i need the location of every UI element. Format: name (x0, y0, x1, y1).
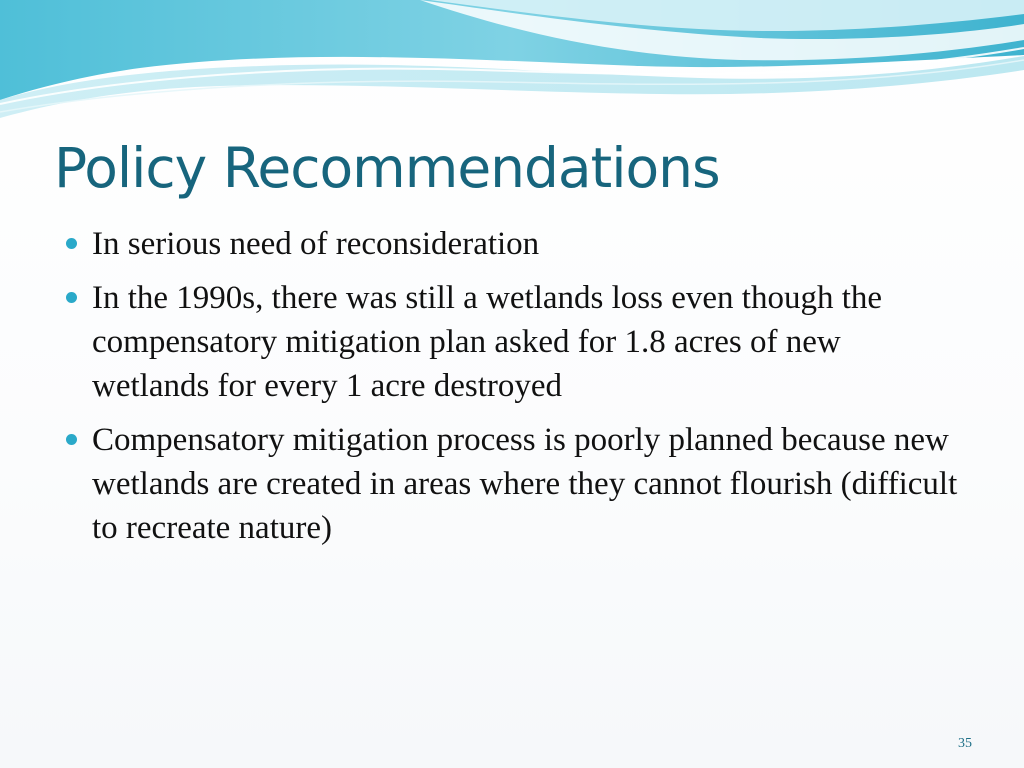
bullet-item (66, 222, 966, 266)
wave-header-decoration (0, 0, 1024, 130)
bullet-item (66, 276, 966, 408)
bullet-text: In the 1990s, there was still a wetlands loss even though the compensatory mitigation plan asked for 1.8 acres of new wetlands for every 1 acre destroyed (92, 280, 883, 404)
bullet-dot-icon (66, 434, 77, 445)
slide-number: 35 (958, 736, 972, 751)
bullet-text: In serious need of reconsideration (92, 226, 540, 262)
bullet-list (66, 222, 966, 560)
bullet-dot-icon (66, 238, 77, 249)
bullet-dot-icon (66, 292, 77, 303)
bullet-text: Compensatory mitigation process is poorly planned because new wetlands are created in areas where they cannot flourish (difficult to recreate nature) (92, 422, 958, 546)
slide-title: Policy Recommendations (54, 136, 720, 200)
bullet-item (66, 418, 966, 550)
